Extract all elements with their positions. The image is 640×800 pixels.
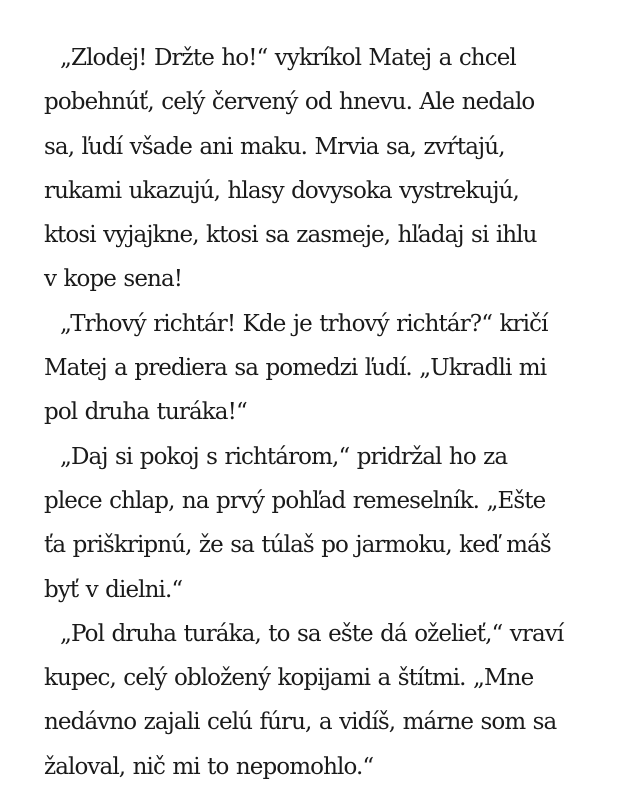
paragraph [44, 302, 604, 435]
book-page [44, 36, 604, 789]
text-line: žaloval, nič mi to nepomohlo.“ [44, 753, 374, 780]
text-line: sa, ľudí všade ani maku. Mrvia sa, zvŕtajú, [44, 133, 505, 160]
paragraph [44, 612, 604, 789]
text-line: byť v dielni.“ [44, 576, 183, 603]
text-line: nedávno zajali celú fúru, a vidíš, márne som sa [44, 709, 557, 736]
text-line: v kope sena! [44, 266, 183, 293]
text-line: rukami ukazujú, hlasy dovysoka vystrekujú, [44, 177, 519, 204]
text-line: ťa priškripnú, že sa túlaš po jarmoku, keď máš [44, 532, 551, 559]
text-line: „Daj si pokoj s richtárom,“ pridržal ho za [60, 443, 508, 470]
text-line: ktosi vyjajkne, ktosi sa zasmeje, hľadaj si ihlu [44, 222, 537, 249]
text-line: „Trhový richtár! Kde je trhový richtár?“ kričí [60, 310, 548, 337]
text-line: „Pol druha turáka, to sa ešte dá oželieť,“ vraví [60, 620, 564, 647]
text-line: pol druha turáka!“ [44, 399, 247, 426]
text-line: „Zlodej! Držte ho!“ vykríkol Matej a chcel [60, 45, 516, 71]
text-line: pobehnúť, celý červený od hnevu. Ale nedalo [44, 89, 535, 116]
text-line: kupec, celý obložený kopijami a štítmi. „Mne [44, 665, 534, 692]
paragraph [44, 435, 604, 612]
paragraph [44, 36, 604, 302]
text-line: Matej a prediera sa pomedzi ľudí. „Ukradli mi [44, 355, 547, 382]
text-line: plece chlap, na prvý pohľad remeselník. „Ešte [44, 487, 546, 514]
